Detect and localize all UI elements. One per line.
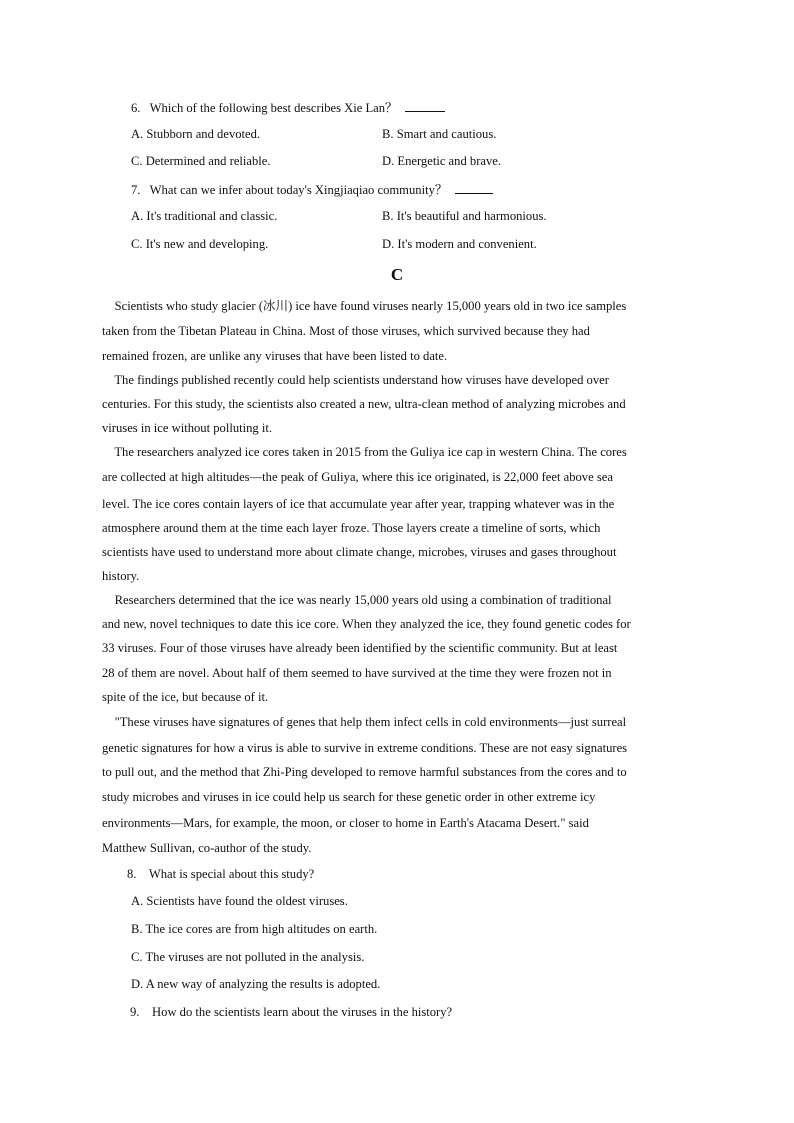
answer-blank[interactable] bbox=[455, 181, 493, 194]
passage-line: environments—Mars, for example, the moon, or closer to home in Earth's Atacama Desert." said bbox=[102, 816, 589, 830]
question-number: 6. bbox=[131, 101, 141, 115]
question-text: What can we infer about today's Xingjiaqiao community？ bbox=[149, 183, 448, 197]
passage-line: genetic signatures for how a virus is able to survive in extreme conditions. These are not easy signatures bbox=[102, 741, 628, 755]
option-8d: D. A new way of analyzing the results is adopted. bbox=[131, 977, 381, 991]
passage-line: to pull out, and the method that Zhi-Ping developed to remove harmful substances from the cores and to bbox=[102, 765, 627, 779]
passage-line: taken from the Tibetan Plateau in China. Most of those viruses, which survived because they had bbox=[102, 324, 590, 338]
question-8-stem bbox=[127, 866, 314, 882]
option-8b: B. The ice cores are from high altitudes on earth. bbox=[131, 922, 378, 936]
option-6a: A. Stubborn and devoted. bbox=[131, 127, 261, 141]
option-8c: C. The viruses are not polluted in the analysis. bbox=[131, 950, 365, 964]
passage-line: study microbes and viruses in ice could help us search for these genetic order in other extreme icy bbox=[102, 790, 596, 804]
passage-line: viruses in ice without polluting it. bbox=[102, 421, 273, 435]
passage-line: remained frozen, are unlike any viruses that have been listed to date. bbox=[102, 349, 448, 363]
question-number: 9. bbox=[130, 1005, 140, 1019]
passage-line: The findings published recently could help scientists understand how viruses have developed over bbox=[102, 373, 609, 387]
passage-line: centuries. For this study, the scientists also created a new, ultra-clean method of analyzing microbes and bbox=[102, 397, 626, 411]
passage-line: level. The ice cores contain layers of ice that accumulate year after year, trapping whatever was in the bbox=[102, 497, 615, 511]
passage-line: spite of the ice, but because of it. bbox=[102, 690, 269, 704]
passage-line: scientists have used to understand more about climate change, microbes, viruses and gases throughout bbox=[102, 545, 617, 559]
passage-line: Researchers determined that the ice was nearly 15,000 years old using a combination of traditional bbox=[102, 593, 612, 607]
question-text: What is special about this study? bbox=[148, 867, 315, 881]
section-title: C bbox=[390, 265, 404, 284]
passage-line: 28 of them are novel. About half of them seemed to have survived at the time they were frozen not in bbox=[102, 666, 612, 680]
passage-line: The researchers analyzed ice cores taken in 2015 from the Guliya ice cap in western China. The cores bbox=[102, 445, 627, 459]
option-7d: D. It's modern and convenient. bbox=[382, 237, 537, 251]
passage-line: 33 viruses. Four of those viruses have already been identified by the scientific community. But at least bbox=[102, 641, 618, 655]
passage-line: "These viruses have signatures of genes that help them infect cells in cold environments—just surreal bbox=[102, 715, 627, 729]
passage-line: atmosphere around them at the time each layer froze. Those layers create a timeline of sorts, which bbox=[102, 521, 601, 535]
answer-blank[interactable] bbox=[405, 99, 445, 112]
option-7a: A. It's traditional and classic. bbox=[131, 209, 278, 223]
option-7b: B. It's beautiful and harmonious. bbox=[382, 209, 547, 223]
passage-line: history. bbox=[102, 569, 140, 583]
passage-line: are collected at high altitudes—the peak of Guliya, where this ice originated, is 22,000 feet above sea bbox=[102, 470, 613, 484]
option-6b: B. Smart and cautious. bbox=[382, 127, 497, 141]
question-text: How do the scientists learn about the viruses in the history? bbox=[152, 1005, 453, 1019]
question-6-stem bbox=[131, 99, 445, 116]
option-6d: D. Energetic and brave. bbox=[382, 154, 502, 168]
question-number: 8. bbox=[127, 867, 137, 881]
passage-line: Scientists who study glacier (冰川) ice have found viruses nearly 15,000 years old in two ice samples bbox=[102, 299, 627, 313]
option-8a: A. Scientists have found the oldest viruses. bbox=[131, 894, 348, 908]
question-text: Which of the following best describes Xie Lan？ bbox=[149, 101, 398, 115]
question-9-stem bbox=[130, 1004, 452, 1020]
question-number: 7. bbox=[131, 183, 141, 197]
option-7c: C. It's new and developing. bbox=[131, 237, 269, 251]
question-7-stem bbox=[131, 181, 493, 198]
option-6c: C. Determined and reliable. bbox=[131, 154, 271, 168]
passage-line: Matthew Sullivan, co-author of the study. bbox=[102, 841, 312, 855]
passage-line: and new, novel techniques to date this ice core. When they analyzed the ice, they found genetic codes for bbox=[102, 617, 631, 631]
